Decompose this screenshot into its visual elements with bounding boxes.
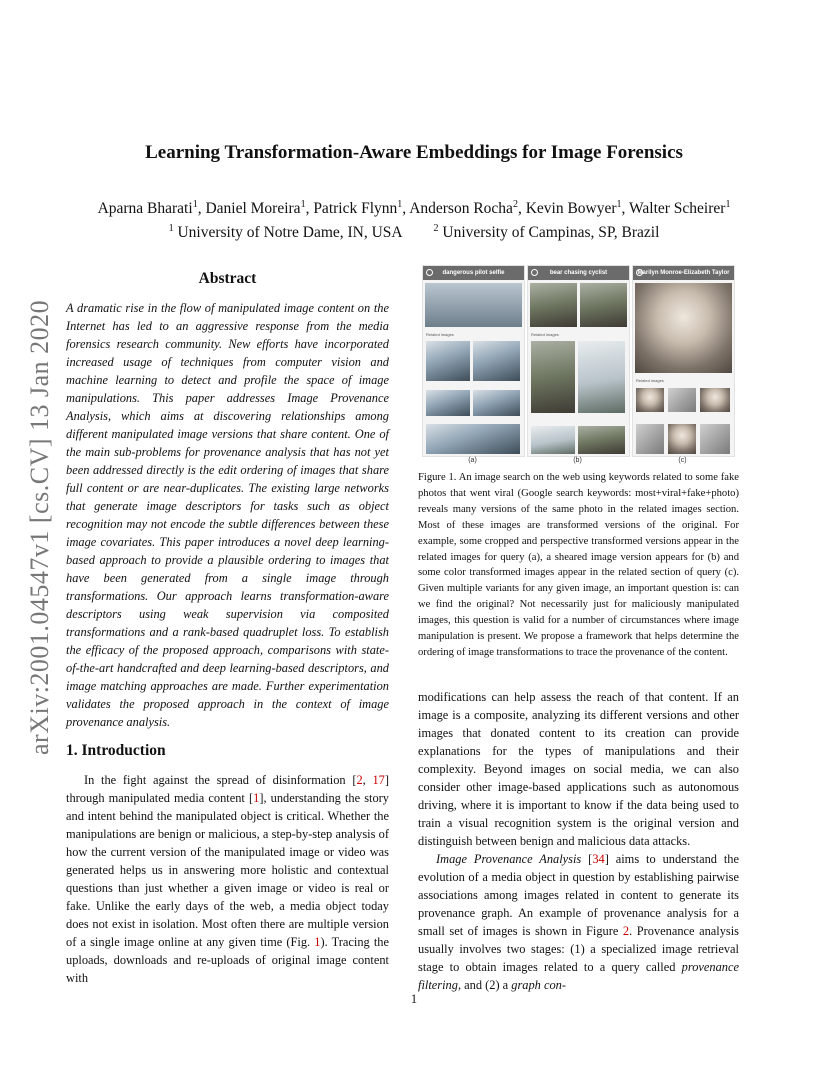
related-image [426, 390, 470, 416]
search-query: Marilyn Monroe-Elizabeth Taylor [637, 270, 730, 276]
figure-panel-c [632, 265, 735, 457]
search-query: bear chasing cyclist [549, 270, 608, 276]
introduction-heading: 1. Introduction [66, 742, 166, 759]
affiliation-mark: 1 [168, 223, 174, 235]
figure-reference-link[interactable]: 1 [314, 935, 321, 949]
text-run: , and (2) a [457, 978, 512, 992]
figure-panel-a [422, 265, 525, 457]
affiliation-mark: 1 [300, 199, 306, 210]
panel-label: (a) [468, 457, 477, 464]
search-bar [423, 266, 524, 280]
search-bar [633, 266, 734, 280]
affiliation-mark: 1 [616, 199, 622, 210]
related-image [636, 388, 664, 412]
page-number: 1 [410, 992, 418, 1006]
term-emphasis: Image Provenance Analysis [436, 852, 582, 866]
text-run: ). Tracing the uploads, downloads and re-uploads of original image content with [66, 935, 389, 985]
related-image [426, 424, 520, 454]
introduction-paragraph [66, 771, 389, 987]
affiliation: University of Notre Dame, IN, USA [177, 224, 402, 242]
result-image [635, 283, 732, 373]
affiliation-mark: 1 [725, 199, 731, 210]
figure-1 [422, 265, 734, 470]
related-images-label: Related images [531, 332, 559, 337]
related-images-label: Related images [426, 332, 454, 337]
related-image [636, 424, 664, 454]
related-images-label: Related images [636, 378, 664, 383]
related-image [473, 390, 520, 416]
panel-label: (b) [573, 457, 582, 464]
author-list: Aparna Bharati$^1$, Daniel Moreira$^1$, Patrick Flynn$^1$, Anderson Rocha$^2$, Kevin Bowyer$^1$, Walter Scheirer$^1$ [97, 199, 731, 218]
text-run: ] through manipulated media content [ [66, 773, 390, 805]
figure-caption: Figure 1. An image search on the web using keywords related to some fake photos that went viral (Google search keywords: most+viral+fake+photo) reveals many versions of the same photo in the related images section. Most of these images are transformed versions of the original. For example, some cropped and perspective transformed versions appear in the related images for query (a), a sheared image version appears for (b) and some color transformed images appear in the related section of query (c). Given multiple variants for any given image, an important question is: can we find the original? Not necessarily just for maliciously manipulated images, this question is valid for a number of circumstances where image manipulation is present. We propose a framework that helps determine the ordering of image transformations to trace the provenance of the content. [418, 472, 739, 658]
citation-link[interactable]: 1 [253, 791, 260, 805]
abstract-text: A dramatic rise in the flow of manipulated image content on the Internet has led to an aggressive response from the media forensics research community. New efforts have incorporated increased usage of techniques from computer vision and machine learning to detect and profile the space of image manipulations. This paper addresses Image Provenance Analysis, which aims at discovering relationships among different manipulated image versions that share content. One of the main sub-problems for provenance analysis that has not yet been addressed directly is the edit ordering of images that share full content or are near-duplicates. The existing large networks that generate image descriptors for tasks such as object recognition may not encode the subtle differences between these image covariates. This paper introduces a novel deep learning-based approach to provide a plausible ordering to images that have been generated from a single image through transformations. Our approach learns transformation-aware descriptors using weak supervision via composited transformations and a rank-based quadruplet loss. To establish the efficacy of the proposed approach, comparisons with state-of-the-art handcrafted and deep learning-based descriptors, and image matching approaches are made. Further experimentation validates the proposed approach in the context of image provenance analysis. [66, 301, 389, 729]
affiliation: University of Campinas, SP, Brazil [442, 224, 660, 242]
citation-link[interactable]: 17 [372, 773, 385, 787]
related-image [473, 341, 520, 381]
affiliation-mark: 1 [192, 199, 198, 210]
citation-link[interactable]: 34 [592, 852, 605, 866]
text-run: ], understanding the story and intent behind the manipulated object is critical. Whether the manipulations are benign or malicious, a step-by-step analysis of how the current version of the manipulated image or video was generated helps us in answering more holistic and contextual questions than just whether a given image or video is real or fake. Unlike the early days of the web, a media object today does not exist in isolation. Most often there are multiple version of a single image online at any given time (Fig. [66, 791, 389, 949]
figure-reference-link[interactable]: 2 [622, 924, 630, 938]
result-image [580, 283, 627, 327]
body-paragraph: modifications can help assess the reach of that content. If an image is a composite, analyzing its different versions and other images that donated content to its creation can provide explanations for the types of manipulations and their complexity. Beyond images on social media, we can also consider other image-based applications such as autonomous driving, where it is important to know if the data being used to train a visual recognition system is the original version and distinguish between benign and malicious data attacks. [418, 690, 739, 848]
citation-link[interactable]: 2 [356, 773, 363, 787]
author-name: Aparna Bharati [97, 200, 193, 218]
author-name: Daniel Moreira [205, 200, 301, 218]
affiliation-mark: 1 [397, 199, 403, 210]
author-name: Anderson Rocha [409, 200, 513, 218]
panel-label: (c) [678, 457, 687, 464]
search-icon [426, 269, 433, 276]
related-image [668, 424, 696, 454]
related-image [426, 341, 470, 381]
text-run: . Provenance analysis usually involves two stages: (1) a specialized image retrieval stage to obtain images related to a query called [418, 924, 739, 974]
related-image [578, 341, 625, 413]
result-image [530, 283, 577, 327]
body-paragraph [418, 850, 739, 994]
text-run: ] aims to understand the evolution of a media object in question by establishing pairwise associations among images related in content to generate its provenance graph. An example of provenance analysis for a small set of images is shown in Figure [418, 852, 740, 938]
author-block [0, 195, 828, 243]
related-image [668, 388, 696, 412]
related-image [531, 426, 575, 454]
figure-panel-b [527, 265, 630, 457]
text-run: [ [581, 852, 593, 866]
author-name: Walter Scheirer [629, 200, 726, 218]
paper-title: Learning Transformation-Aware Embeddings for Image Forensics [145, 142, 683, 163]
affiliation-mark: 2 [433, 223, 439, 235]
term-emphasis: provenance filtering [418, 960, 739, 992]
search-query: dangerous pilot selfie [442, 270, 505, 276]
related-image [531, 341, 575, 413]
related-image [578, 426, 625, 454]
author-name: Patrick Flynn [313, 200, 398, 218]
search-icon [636, 269, 643, 276]
search-bar [528, 266, 629, 280]
text-run: , [362, 773, 373, 787]
right-column-text [418, 688, 739, 994]
affiliation-mark: 2 [512, 199, 518, 210]
term-emphasis: graph con- [511, 978, 566, 992]
search-icon [531, 269, 538, 276]
abstract-heading: Abstract [198, 270, 257, 287]
text-run: In the fight against the spread of disinformation [ [84, 773, 357, 787]
result-image [425, 283, 522, 327]
related-image [700, 388, 730, 412]
arxiv-stamp: arXiv:2001.04547v1 [cs.CV] 13 Jan 2020 [25, 299, 54, 755]
related-image [700, 424, 730, 454]
affiliation-list [0, 219, 828, 243]
author-name: Kevin Bowyer [525, 200, 617, 218]
